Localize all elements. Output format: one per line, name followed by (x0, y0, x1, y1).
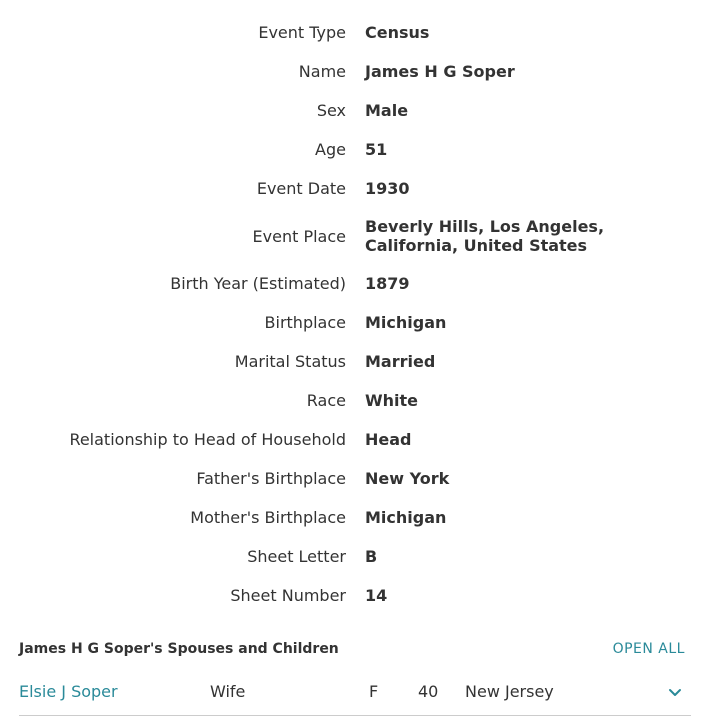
fact-label: Marital Status (234, 352, 346, 371)
fact-row-sex (0, 91, 709, 130)
row-divider (19, 715, 691, 716)
fact-label: Age (315, 140, 346, 159)
family-member-name-link[interactable]: Elsie J Soper (19, 682, 118, 701)
fact-label: Mother's Birthplace (190, 508, 346, 527)
fact-row-birth-year (0, 264, 709, 303)
fact-row-event-place (0, 208, 709, 264)
fact-value: James H G Soper (365, 62, 515, 81)
record-facts (0, 13, 709, 615)
fact-label: Event Type (258, 23, 346, 42)
fact-label: Event Place (252, 226, 346, 246)
fact-label: Birth Year (Estimated) (170, 274, 346, 293)
fact-row-race (0, 381, 709, 420)
fact-row-event-type (0, 13, 709, 52)
family-section-header (19, 639, 685, 659)
fact-value: B (365, 547, 378, 566)
fact-value: 14 (365, 586, 388, 605)
fact-value: Married (365, 352, 436, 371)
fact-row-relationship (0, 420, 709, 459)
fact-value: Beverly Hills, Los Angeles, California, United States (365, 217, 605, 255)
family-member-age: 40 (418, 682, 439, 701)
family-section-title: James H G Soper's Spouses and Children (19, 641, 339, 657)
fact-label: Birthplace (264, 313, 346, 332)
fact-label: Event Date (256, 179, 346, 198)
fact-label: Sheet Number (230, 586, 346, 605)
family-member-row[interactable] (19, 680, 691, 706)
fact-row-name (0, 52, 709, 91)
open-all-button[interactable]: OPEN ALL (612, 641, 685, 657)
fact-value: 1930 (365, 179, 410, 198)
fact-row-father-birthplace (0, 459, 709, 498)
fact-value: New York (365, 469, 450, 488)
fact-value: Male (365, 101, 409, 120)
fact-value: Michigan (365, 508, 447, 527)
fact-label: Sex (316, 101, 346, 120)
fact-label: Father's Birthplace (196, 469, 346, 488)
fact-label: Race (306, 391, 346, 410)
fact-row-sheet-letter (0, 537, 709, 576)
family-member-sex: F (369, 682, 379, 701)
chevron-down-icon[interactable] (667, 682, 683, 702)
fact-label: Sheet Letter (247, 547, 346, 566)
fact-value: 1879 (365, 274, 410, 293)
fact-row-age (0, 130, 709, 169)
fact-row-event-date (0, 169, 709, 208)
family-member-birthplace: New Jersey (465, 682, 554, 701)
family-member-relationship: Wife (210, 682, 246, 701)
fact-value: White (365, 391, 419, 410)
fact-row-birthplace (0, 303, 709, 342)
fact-label: Name (298, 62, 346, 81)
fact-label: Relationship to Head of Household (69, 430, 346, 449)
fact-value: 51 (365, 140, 388, 159)
fact-value: Head (365, 430, 412, 449)
fact-value: Census (365, 23, 430, 42)
fact-row-mother-birthplace (0, 498, 709, 537)
fact-row-sheet-number (0, 576, 709, 615)
fact-value: Michigan (365, 313, 447, 332)
fact-row-marital-status (0, 342, 709, 381)
